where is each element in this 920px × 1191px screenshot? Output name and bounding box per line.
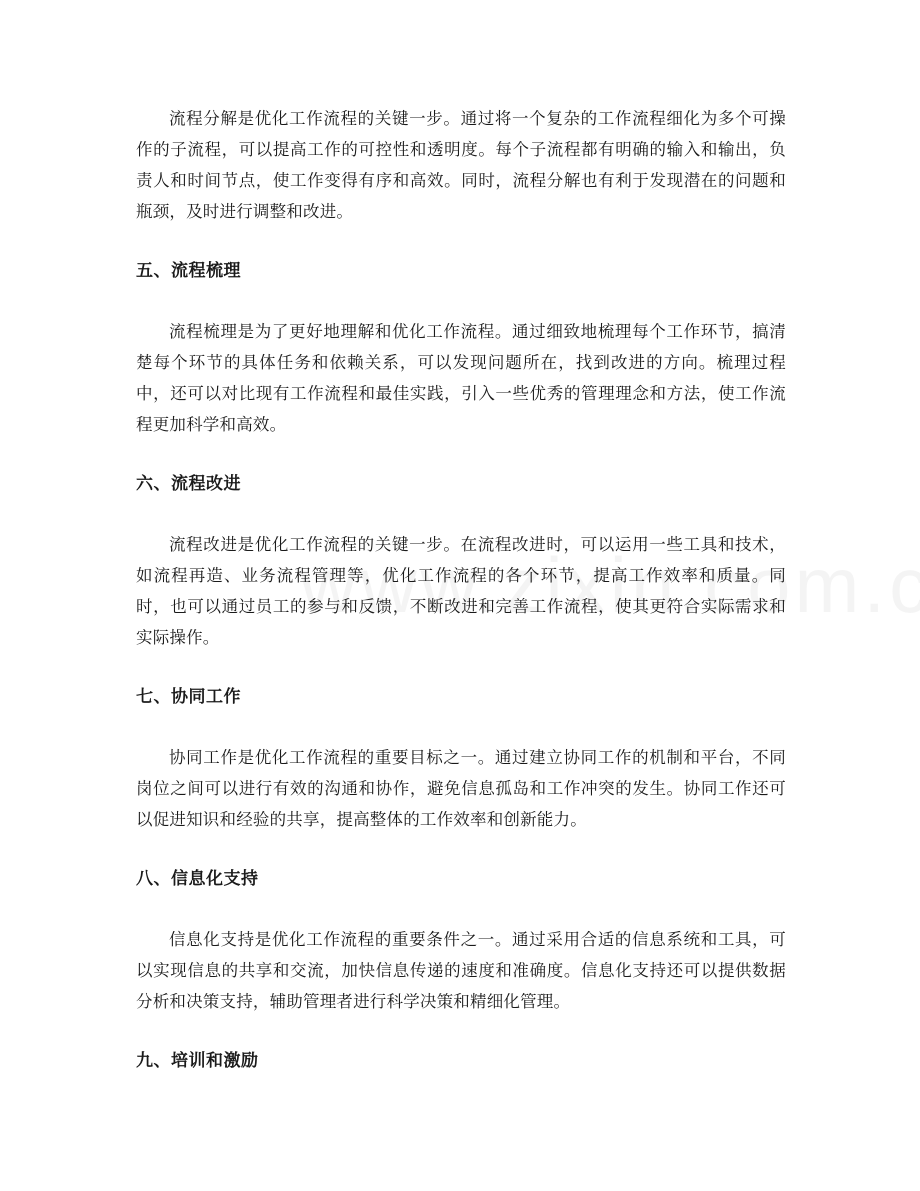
section-heading-9: 九、培训和激励 (136, 1051, 259, 1071)
section-heading-5: 五、流程梳理 (136, 261, 241, 281)
section-paragraph-7: 协同工作是优化工作流程的重要目标之一。通过建立协同工作的机制和平台，不同岗位之间可以进行有效的沟通和协作，避免信息孤岛和工作冲突的发生。协同工作还可以促进知识和经验的共享，提高整体的工作效率和创新能力。 (136, 748, 786, 829)
section-paragraph-6: 流程改进是优化工作流程的关键一步。在流程改进时，可以运用一些工具和技术，如流程再造、业务流程管理等，优化工作流程的各个环节，提高工作效率和质量。同时，也可以通过员工的参与和反馈，不断改进和完善工作流程，使其更符合实际需求和实际操作。 (136, 535, 786, 647)
document-body (136, 103, 786, 1076)
section-heading-6: 六、流程改进 (136, 474, 241, 494)
section-paragraph-5: 流程梳理是为了更好地理解和优化工作流程。通过细致地梳理每个工作环节，搞清楚每个环节的具体任务和依赖关系，可以发现问题所在，找到改进的方向。梳理过程中，还可以对比现有工作流程和最佳实践，引入一些优秀的管理理念和方法，使工作流程更加科学和高效。 (136, 322, 786, 434)
section-heading-8: 八、信息化支持 (136, 869, 259, 889)
section-paragraph-8: 信息化支持是优化工作流程的重要条件之一。通过采用合适的信息系统和工具，可以实现信息的共享和交流，加快信息传递的速度和准确度。信息化支持还可以提供数据分析和决策支持，辅助管理者进行科学决策和精细化管理。 (136, 930, 786, 1011)
intro-paragraph: 流程分解是优化工作流程的关键一步。通过将一个复杂的工作流程细化为多个可操作的子流程，可以提高工作的可控性和透明度。每个子流程都有明确的输入和输出，负责人和时间节点，使工作变得有序和高效。同时，流程分解也有利于发现潜在的问题和瓶颈，及时进行调整和改进。 (136, 109, 786, 221)
section-heading-7: 七、协同工作 (136, 687, 241, 707)
